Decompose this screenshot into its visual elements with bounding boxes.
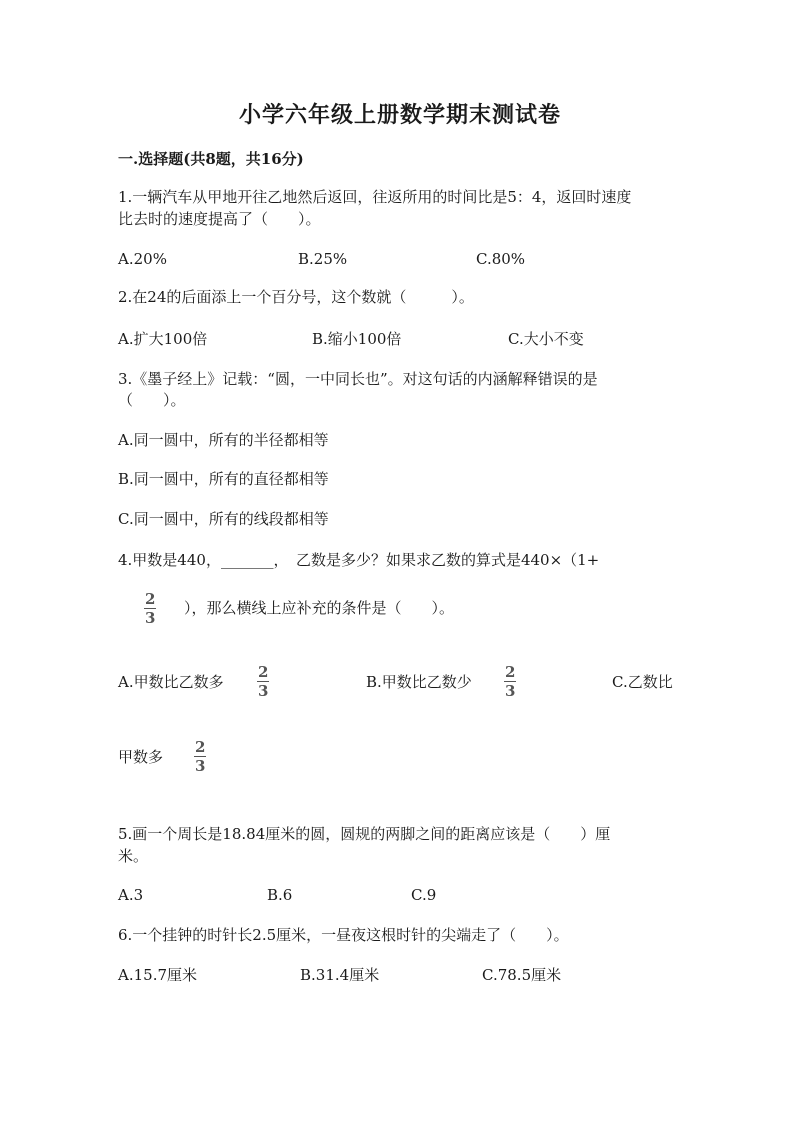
question-6-option-b: B.31.4厘米 — [300, 966, 380, 984]
page-title: 小学六年级上册数学期末测试卷 — [238, 102, 561, 128]
fraction-numerator: 2 — [505, 663, 516, 681]
question-6-option-c: C.78.5厘米 — [482, 966, 562, 984]
question-4-option-c-fraction — [193, 740, 207, 774]
question-2-option-a: A.扩大100倍 — [118, 330, 208, 348]
question-2-text: 2.在24的后面添上一个百分号，这个数就（ ）。 — [118, 288, 474, 306]
fraction-denominator: 3 — [195, 757, 206, 775]
question-1-option-a: A.20% — [118, 250, 167, 268]
question-4-fraction — [143, 592, 157, 626]
question-6-option-a: A.15.7厘米 — [118, 966, 197, 984]
question-4-line-1: 4.甲数是440，_______， 乙数是多少？如果求乙数的算式是440×（1+ — [118, 551, 600, 569]
question-4-line-2: ），那么横线上应补充的条件是（ ）。 — [184, 599, 455, 617]
question-3-line-2: （ ）。 — [118, 391, 186, 409]
question-5-option-b: B.6 — [267, 886, 293, 904]
question-5-line-1: 5.画一个周长是18.84厘米的圆，圆规的两脚之间的距离应该是（ ）厘 — [118, 825, 611, 843]
question-5-option-c: C.9 — [411, 886, 437, 904]
question-4-option-a: A.甲数比乙数多 — [118, 673, 224, 691]
question-5-option-a: A.3 — [118, 886, 144, 904]
fraction-denominator: 3 — [258, 682, 269, 700]
question-4-option-c: C.乙数比 — [612, 673, 673, 691]
question-1-option-b: B.25% — [298, 250, 348, 268]
question-1-line-1: 1.一辆汽车从甲地开往乙地然后返回，往返所用的时间比是5：4，返回时速度 — [118, 188, 632, 206]
question-4-option-c-continued: 甲数多 — [118, 748, 164, 766]
question-4-option-b: B.甲数比乙数少 — [366, 673, 472, 691]
question-3-option-b: B.同一圆中，所有的直径都相等 — [118, 470, 329, 488]
question-2-option-c: C.大小不变 — [508, 330, 584, 348]
fraction-denominator: 3 — [505, 682, 516, 700]
question-2-option-b: B.缩小100倍 — [312, 330, 402, 348]
question-4-option-a-fraction — [256, 665, 270, 699]
question-1-option-c: C.80% — [476, 250, 526, 268]
question-4-option-b-fraction — [503, 665, 517, 699]
question-3-option-a: A.同一圆中，所有的半径都相等 — [118, 431, 329, 449]
fraction-numerator: 2 — [145, 590, 156, 608]
question-3-line-1: 3.《墨子经上》记载：“圆，一中同长也”。对这句话的内涵解释错误的是 — [118, 370, 598, 388]
question-1-line-2: 比去时的速度提高了（ ）。 — [118, 210, 321, 228]
fraction-numerator: 2 — [258, 663, 269, 681]
section-heading: 一.选择题(共8题，共16分) — [118, 150, 304, 168]
fraction-numerator: 2 — [195, 738, 206, 756]
fraction-denominator: 3 — [145, 609, 156, 627]
question-6-text: 6.一个挂钟的时针长2.5厘米，一昼夜这根时针的尖端走了（ ）。 — [118, 926, 569, 944]
question-5-line-2: 米。 — [118, 847, 149, 865]
question-3-option-c: C.同一圆中，所有的线段都相等 — [118, 510, 329, 528]
